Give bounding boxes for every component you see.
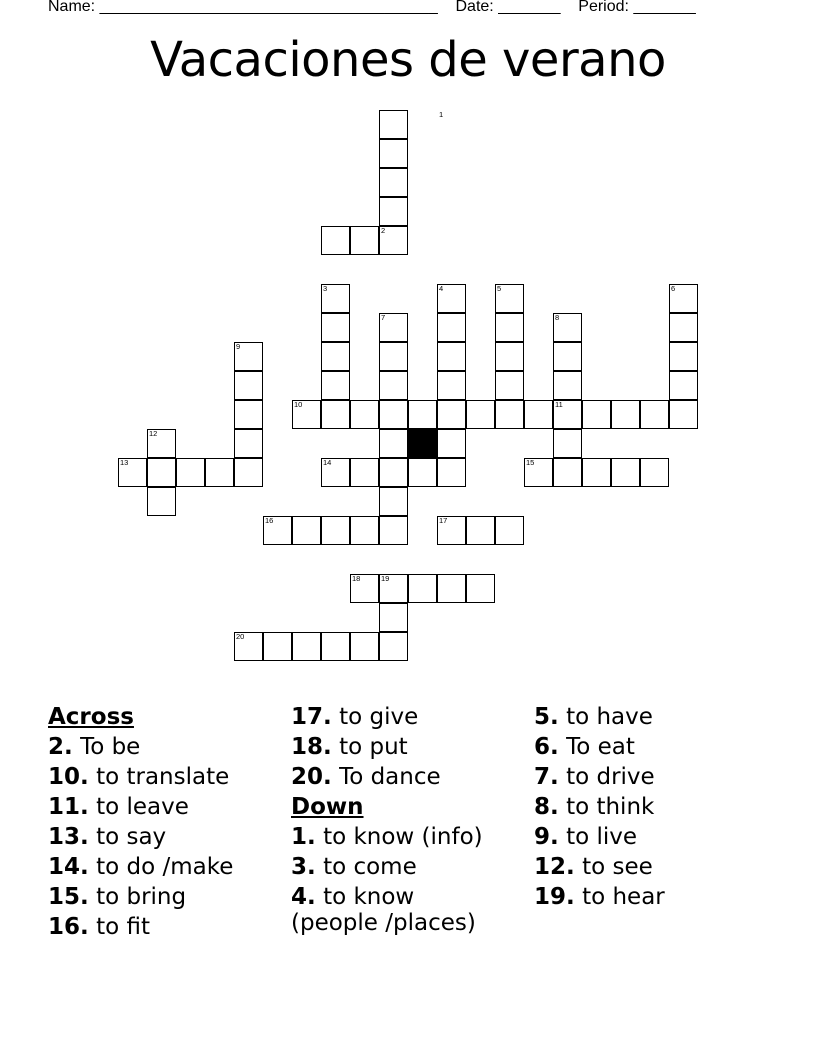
grid-cell[interactable] xyxy=(408,574,437,603)
page-title: Vacaciones de verano xyxy=(150,32,666,88)
grid-cell[interactable] xyxy=(466,516,495,545)
clue-column-2 xyxy=(291,702,483,936)
clue-number-label: 16 xyxy=(265,516,274,525)
date-label: Date: xyxy=(455,0,494,15)
grid-cell[interactable] xyxy=(379,371,408,400)
clue-across-14 xyxy=(48,852,233,882)
clue-text: to put xyxy=(339,734,408,760)
grid-cell[interactable] xyxy=(379,168,408,197)
clue-across-16 xyxy=(48,912,233,942)
date-blank[interactable]: _______ xyxy=(498,0,561,15)
grid-cell[interactable] xyxy=(611,400,640,429)
grid-cell[interactable] xyxy=(379,429,408,458)
grid-cell[interactable] xyxy=(321,342,350,371)
clue-number: 1. xyxy=(291,824,316,850)
clue-across-17 xyxy=(291,702,483,732)
clue-number-label: 12 xyxy=(149,429,158,438)
clue-number: 3. xyxy=(291,854,316,880)
grid-cell[interactable] xyxy=(582,458,611,487)
grid-cell[interactable] xyxy=(437,400,466,429)
grid-cell[interactable] xyxy=(234,458,263,487)
clue-down-5 xyxy=(534,702,665,732)
grid-cell[interactable] xyxy=(495,516,524,545)
clue-text: to leave xyxy=(96,794,189,820)
clue-number-label: 2 xyxy=(381,226,386,235)
clue-number: 9. xyxy=(534,824,559,850)
clue-number-label: 15 xyxy=(526,458,535,467)
grid-cell[interactable] xyxy=(350,458,379,487)
clue-text: to hear xyxy=(582,884,665,910)
grid-cell[interactable] xyxy=(234,400,263,429)
clue-number-label: 8 xyxy=(555,313,560,322)
clue-down-6 xyxy=(534,732,665,762)
clue-column-3 xyxy=(534,702,665,912)
grid-cell[interactable] xyxy=(234,371,263,400)
grid-cell[interactable] xyxy=(292,632,321,661)
clue-text: to see xyxy=(582,854,653,880)
clue-down-1 xyxy=(291,822,483,852)
clue-text: to fit xyxy=(96,914,150,940)
clue-across-2 xyxy=(48,732,233,762)
clue-down-4 xyxy=(291,884,483,936)
grid-cell[interactable] xyxy=(466,400,495,429)
down-heading: Down xyxy=(291,794,364,820)
clue-number-label: 18 xyxy=(352,574,361,583)
grid-cell[interactable] xyxy=(408,458,437,487)
grid-cell[interactable] xyxy=(495,371,524,400)
clue-number: 4. xyxy=(291,884,316,910)
grid-cell[interactable] xyxy=(669,371,698,400)
grid-cell[interactable] xyxy=(379,400,408,429)
grid-cell[interactable] xyxy=(321,632,350,661)
grid-cell[interactable] xyxy=(437,574,466,603)
grid-cell[interactable] xyxy=(147,487,176,516)
grid-cell[interactable] xyxy=(437,371,466,400)
clue-text: to know (info) xyxy=(323,824,483,850)
grid-cell[interactable] xyxy=(321,371,350,400)
clue-text: To eat xyxy=(566,734,635,760)
clue-number-label: 6 xyxy=(671,284,676,293)
grid-cell[interactable] xyxy=(350,400,379,429)
clue-number: 13. xyxy=(48,824,89,850)
grid-cell[interactable] xyxy=(553,458,582,487)
grid-cell[interactable] xyxy=(379,197,408,226)
clue-text: to do /make xyxy=(96,854,234,880)
clue-number: 16. xyxy=(48,914,89,940)
name-label: Name: xyxy=(48,0,96,15)
clue-text: to come xyxy=(323,854,417,880)
clue-down-9 xyxy=(534,822,665,852)
clue-column-1 xyxy=(48,702,233,942)
clue-down-7 xyxy=(534,762,665,792)
clue-number: 6. xyxy=(534,734,559,760)
grid-block xyxy=(408,429,437,458)
clue-number: 14. xyxy=(48,854,89,880)
grid-cell[interactable] xyxy=(379,458,408,487)
clue-number-label: 4 xyxy=(439,284,444,293)
clue-number: 8. xyxy=(534,794,559,820)
clue-across-11 xyxy=(48,792,233,822)
grid-cell[interactable] xyxy=(495,313,524,342)
grid-cell[interactable] xyxy=(437,342,466,371)
clue-number-label: 7 xyxy=(381,313,386,322)
clue-text: to drive xyxy=(566,764,655,790)
clue-number-label: 10 xyxy=(294,400,303,409)
clue-number: 18. xyxy=(291,734,332,760)
clue-number-label: 5 xyxy=(497,284,502,293)
period-label: Period: xyxy=(578,0,629,15)
grid-cell[interactable] xyxy=(350,516,379,545)
clue-across-10 xyxy=(48,762,233,792)
grid-cell[interactable] xyxy=(669,342,698,371)
grid-cell[interactable] xyxy=(234,429,263,458)
clue-text: To dance xyxy=(339,764,441,790)
grid-cell[interactable] xyxy=(466,574,495,603)
grid-cell[interactable] xyxy=(379,603,408,632)
clue-down-19 xyxy=(534,882,665,912)
clue-text: to know xyxy=(323,884,415,910)
grid-cell[interactable] xyxy=(582,400,611,429)
grid-cell[interactable] xyxy=(379,110,408,139)
clue-number-label: 13 xyxy=(120,458,129,467)
grid-cell[interactable] xyxy=(321,313,350,342)
across-heading: Across xyxy=(48,704,134,730)
clue-number-label: 1 xyxy=(439,110,444,119)
grid-cell[interactable] xyxy=(524,400,553,429)
grid-cell[interactable] xyxy=(321,226,350,255)
clue-number: 15. xyxy=(48,884,89,910)
clue-text: to bring xyxy=(96,884,187,910)
clue-text: to live xyxy=(566,824,638,850)
grid-cell[interactable] xyxy=(437,313,466,342)
grid-cell[interactable] xyxy=(495,342,524,371)
grid-cell[interactable] xyxy=(147,458,176,487)
clue-number: 7. xyxy=(534,764,559,790)
grid-cell[interactable] xyxy=(495,400,524,429)
grid-cell[interactable] xyxy=(379,487,408,516)
clue-number-label: 9 xyxy=(236,342,241,351)
clue-down-8 xyxy=(534,792,665,822)
clue-across-20 xyxy=(291,762,483,792)
clue-number-label: 17 xyxy=(439,516,448,525)
grid-cell[interactable] xyxy=(408,400,437,429)
grid-cell[interactable] xyxy=(553,342,582,371)
clue-down-12 xyxy=(534,852,665,882)
grid-cell[interactable] xyxy=(553,429,582,458)
clue-text: to translate xyxy=(96,764,230,790)
clue-text: to give xyxy=(339,704,419,730)
period-blank[interactable]: _______ xyxy=(633,0,696,15)
clue-number: 5. xyxy=(534,704,559,730)
grid-cell[interactable] xyxy=(176,458,205,487)
clue-text: to think xyxy=(566,794,655,820)
clue-text: to say xyxy=(96,824,167,850)
clue-number: 19. xyxy=(534,884,575,910)
clue-number: 17. xyxy=(291,704,332,730)
grid-cell[interactable] xyxy=(379,516,408,545)
grid-cell[interactable] xyxy=(350,226,379,255)
clue-number: 2. xyxy=(48,734,73,760)
grid-cell[interactable] xyxy=(611,458,640,487)
clue-number-label: 11 xyxy=(555,400,563,409)
grid-cell[interactable] xyxy=(640,458,669,487)
clue-text-continued: (people /places) xyxy=(291,910,476,936)
clue-text: to have xyxy=(566,704,653,730)
grid-cell[interactable] xyxy=(640,400,669,429)
clue-number: 11. xyxy=(48,794,89,820)
grid-cell[interactable] xyxy=(321,516,350,545)
clue-across-18 xyxy=(291,732,483,762)
clue-number: 10. xyxy=(48,764,89,790)
grid-cell[interactable] xyxy=(321,400,350,429)
clue-number: 20. xyxy=(291,764,332,790)
grid-cell[interactable] xyxy=(379,342,408,371)
grid-cell[interactable] xyxy=(553,371,582,400)
clue-across-15 xyxy=(48,882,233,912)
grid-cell[interactable] xyxy=(379,632,408,661)
grid-cell[interactable] xyxy=(437,458,466,487)
clue-down-3 xyxy=(291,852,483,882)
grid-cell[interactable] xyxy=(379,139,408,168)
grid-cell[interactable] xyxy=(669,313,698,342)
clue-number-label: 14 xyxy=(323,458,332,467)
clue-number-label: 20 xyxy=(236,632,245,641)
clue-across-13 xyxy=(48,822,233,852)
clue-text: To be xyxy=(80,734,141,760)
grid-cell[interactable] xyxy=(292,516,321,545)
clue-number: 12. xyxy=(534,854,575,880)
grid-cell[interactable] xyxy=(669,400,698,429)
grid-cell[interactable] xyxy=(350,632,379,661)
name-blank[interactable]: ______________________________________ xyxy=(99,0,438,15)
grid-cell[interactable] xyxy=(263,632,292,661)
clue-number-label: 19 xyxy=(381,574,390,583)
clue-number-label: 3 xyxy=(323,284,328,293)
grid-cell[interactable] xyxy=(437,429,466,458)
grid-cell[interactable] xyxy=(205,458,234,487)
